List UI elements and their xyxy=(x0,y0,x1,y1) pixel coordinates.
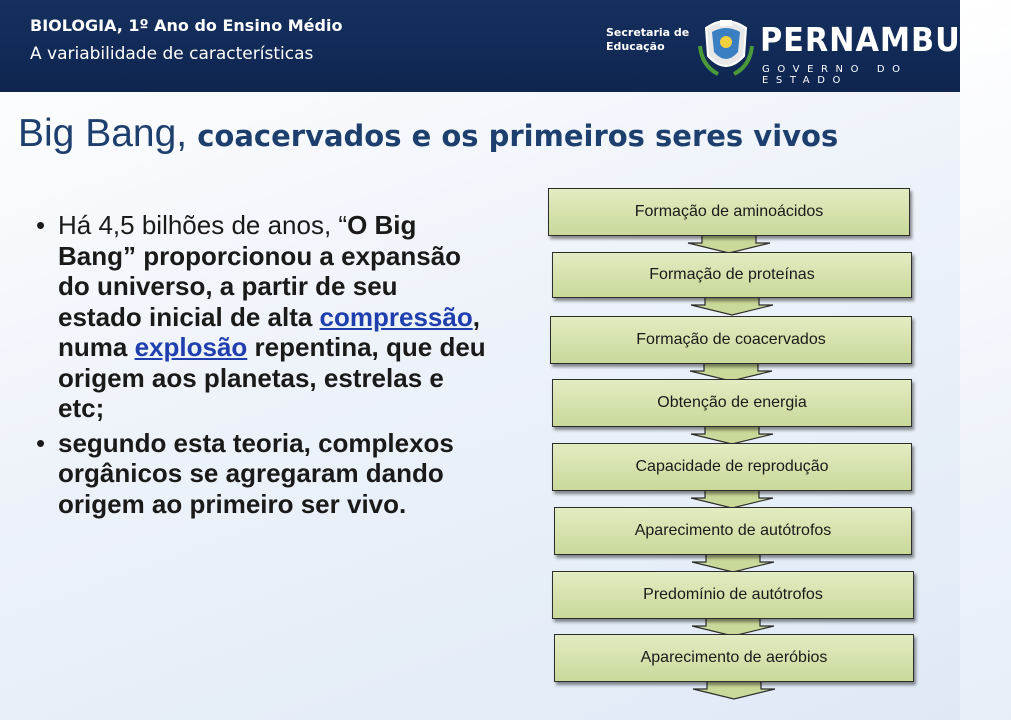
pernambuco-logo: PERNAMBUCO xyxy=(760,20,1011,59)
flow-step-label: Obtenção de energia xyxy=(657,394,807,411)
down-arrow-icon xyxy=(689,296,775,316)
bullet-dot-icon: • xyxy=(36,210,46,240)
flow-step-label: Aparecimento de autótrofos xyxy=(634,522,832,539)
down-arrow-icon xyxy=(689,425,775,445)
bullet-1-lead: Há 4,5 bilhões de anos, “ xyxy=(58,210,348,240)
flow-step-label: Formação de proteínas xyxy=(649,266,815,283)
bullet-1-mid: , numa xyxy=(58,301,480,362)
bullet-1-end: repentina, que deu origem aos planetas, estrelas e etc; xyxy=(58,332,486,423)
flow-step-7 xyxy=(552,571,914,619)
flow-step-label: Formação de coacervados xyxy=(636,331,826,348)
course-label: BIOLOGIA, 1º Ano do Ensino Médio xyxy=(30,16,343,35)
bullet-1-text: O Big Bang” proporcionou a expansão do universo, a partir de seu estado inicial de alta xyxy=(58,210,462,332)
title-rest: coacervados e os primeiros seres vivos xyxy=(187,119,839,153)
flow-step-label: Predomínio de autótrofos xyxy=(643,586,823,603)
topic-label: A variabilidade de características xyxy=(30,44,314,64)
title-main: Big Bang, xyxy=(18,112,188,155)
flow-step-1 xyxy=(548,188,910,236)
link-explosao[interactable]: explosão xyxy=(134,332,248,362)
bullet-dot-icon: • xyxy=(36,427,46,458)
governo-estado-label: GOVERNO DO ESTADO xyxy=(762,64,908,86)
flow-step-label: Formação de aminoácidos xyxy=(634,203,824,220)
flow-step-2 xyxy=(552,252,912,298)
link-compressao[interactable]: compressão xyxy=(319,301,473,332)
down-arrow-icon xyxy=(691,680,777,700)
flow-step-6 xyxy=(554,507,912,555)
flow-step-3 xyxy=(550,316,912,364)
secretaria-line2: Educação xyxy=(606,40,665,53)
bullet-2-text: segundo esta teoria, complexos orgânicos se agregaram dando origem ao primeiro ser vivo. xyxy=(58,427,454,519)
down-arrow-icon xyxy=(689,489,775,509)
flow-step-label: Capacidade de reprodução xyxy=(635,458,829,475)
secretaria-line1: Secretaria de xyxy=(606,26,690,39)
down-arrow-icon xyxy=(686,234,772,254)
down-arrow-icon xyxy=(690,553,776,573)
flow-step-4 xyxy=(552,379,912,427)
flow-step-label: Aparecimento de aeróbios xyxy=(640,649,828,666)
flow-step-5 xyxy=(552,443,912,491)
flow-step-8 xyxy=(554,634,914,682)
